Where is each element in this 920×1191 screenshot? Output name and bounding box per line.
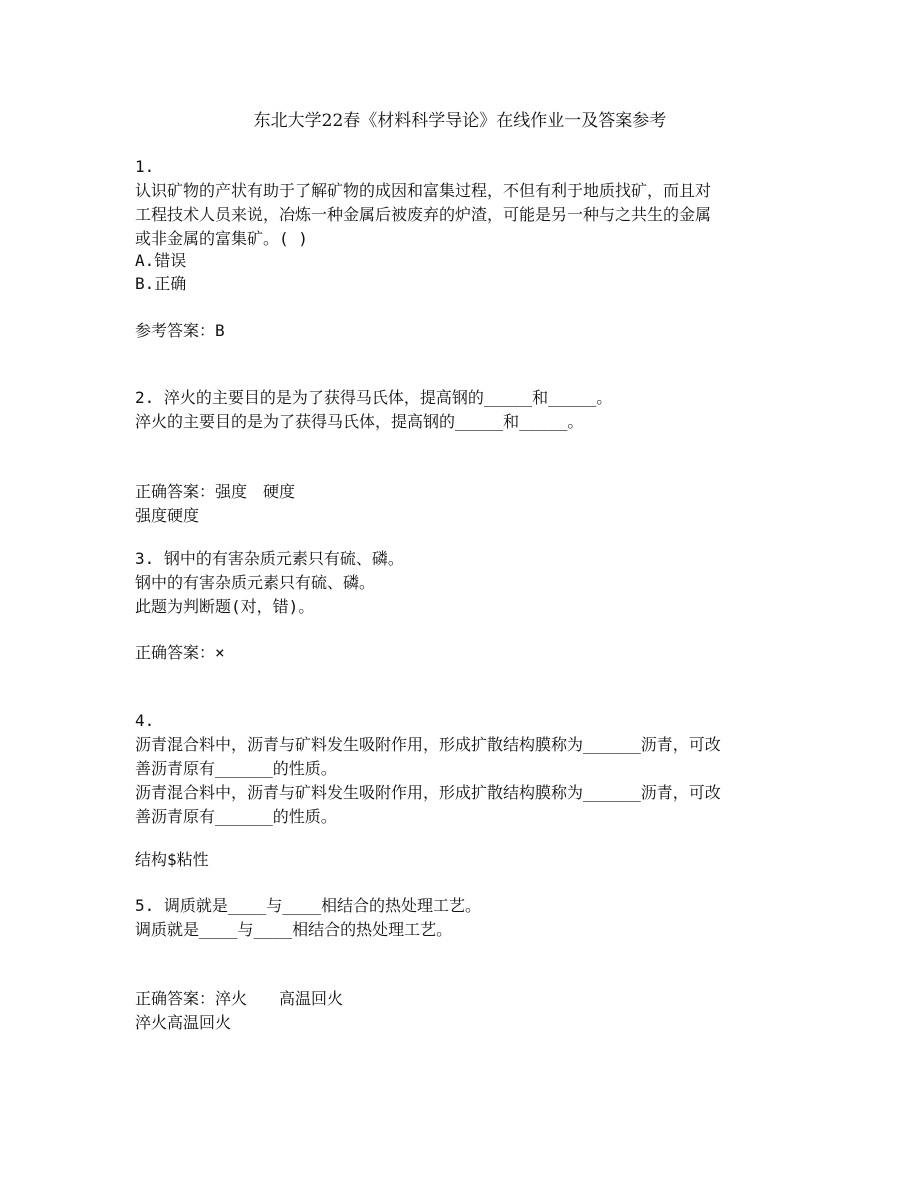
question-1-text-line-3: 或非金属的富集矿。( ) xyxy=(135,229,308,248)
question-5-answer-text: 淬火高温回火 xyxy=(135,1013,232,1032)
question-3-text-line-1: 钢中的有害杂质元素只有硫、磷。 xyxy=(135,573,376,592)
question-4-text-line-3: 沥青混合料中，沥青与矿料发生吸附作用，形成扩散结构膜称为______沥青，可改 xyxy=(135,783,721,802)
question-5-answer: 正确答案：淬火 高温回火 xyxy=(135,989,344,1008)
question-2-answer-text: 强度硬度 xyxy=(135,506,200,525)
question-5-heading: 5. 调质就是____与____相结合的热处理工艺。 xyxy=(135,896,481,915)
question-3-heading: 3. 钢中的有害杂质元素只有硫、磷。 xyxy=(135,549,404,568)
question-4-answer: 结构$粘性 xyxy=(135,850,209,869)
question-3-text-line-2: 此题为判断题(对，错)。 xyxy=(135,597,315,616)
question-2-text-line-1: 淬火的主要目的是为了获得马氏体，提高钢的_____和_____。 xyxy=(135,412,584,431)
question-4-number: 4. xyxy=(135,711,155,730)
question-4-text-line-4: 善沥青原有______的性质。 xyxy=(135,807,337,826)
question-4-text-line-1: 沥青混合料中，沥青与矿料发生吸附作用，形成扩散结构膜称为______沥青，可改 xyxy=(135,735,721,754)
question-1-text-line-2: 工程技术人员来说，冶炼一种金属后被废弃的炉渣，可能是另一种与之共生的金属 xyxy=(135,205,712,224)
question-1-option-a: A.错误 xyxy=(135,251,187,270)
question-1-number: 1. xyxy=(135,157,155,176)
question-2-heading: 2. 淬火的主要目的是为了获得马氏体，提高钢的_____和_____。 xyxy=(135,388,613,407)
document-title: 东北大学22春《材料科学导论》在线作业一及答案参考 xyxy=(253,111,667,131)
question-1-option-b: B.正确 xyxy=(135,274,187,293)
question-1-answer: 参考答案：B xyxy=(135,321,225,340)
question-2-answer: 正确答案：强度 硬度 xyxy=(135,482,296,501)
question-3-answer: 正确答案：× xyxy=(135,643,225,662)
question-5-text-line-1: 调质就是____与____相结合的热处理工艺。 xyxy=(135,920,453,939)
question-4-text-line-2: 善沥青原有______的性质。 xyxy=(135,759,337,778)
question-1-text-line-1: 认识矿物的产状有助于了解矿物的成因和富集过程，不但有利于地质找矿，而且对 xyxy=(135,181,712,200)
